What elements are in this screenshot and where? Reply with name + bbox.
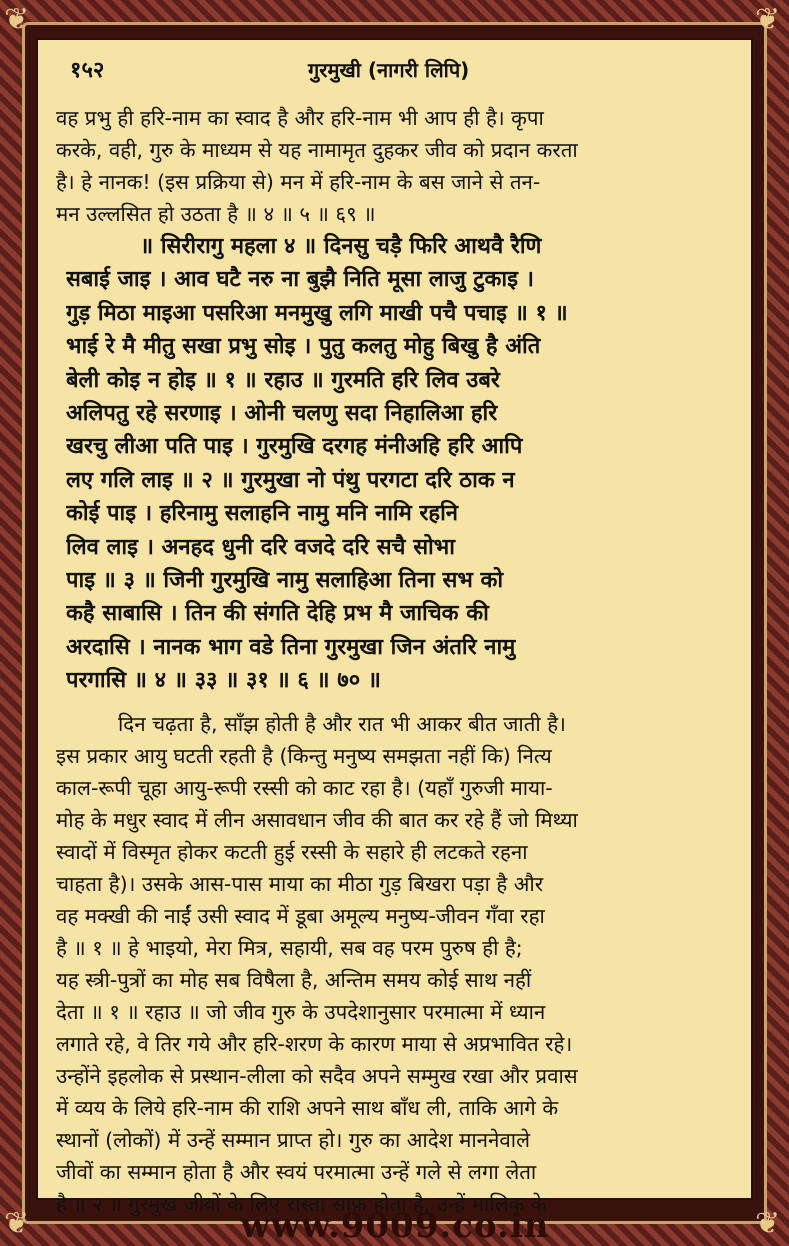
verse-line: भाई रे मै मीतु सखा प्रभु सोइ । पुतु कलतु मोहु बिखु है अंति xyxy=(66,334,541,360)
commentary-line: लगाते रहे, वे तिर गये और हरि-शरण के कारण माया से अप्रभावित रहे। xyxy=(56,1032,573,1056)
corner-flourish-top-left: ❦ xyxy=(4,2,30,37)
verse-block xyxy=(66,230,736,698)
intro-paragraph xyxy=(56,102,738,230)
verse-line: कोई पाइ । हरिनामु सलाहनि नामु मनि नामि रहनि xyxy=(66,501,459,527)
commentary-line: वह मक्खी की नाईं उसी स्वाद में डूबा अमूल्य मनुष्य-जीवन गँवा रहा xyxy=(56,904,545,928)
verse-line: परगासि ॥ ४ ॥ ३३ ॥ ३१ ॥ ६ ॥ ७० ॥ xyxy=(66,668,381,694)
corner-flourish-bottom-right: ❦ xyxy=(755,1206,781,1241)
commentary-line: जीवों का सम्मान होता है और स्वयं परमात्मा उन्हें गले से लगा लेता xyxy=(56,1160,537,1184)
intro-line: मन उल्लसित हो उठता है ॥ ४ ॥ ५ ॥ ६९ ॥ xyxy=(56,202,376,226)
intro-line: वह प्रभु ही हरि-नाम का स्वाद है और हरि-नाम भी आप ही है। कृपा xyxy=(56,106,544,130)
intro-line: करके, वही, गुरु के माध्यम से यह नामामृत दुहकर जीव को प्रदान करता xyxy=(56,138,578,162)
verse-line: खरचु लीआ पति पाइ । गुरमुखि दरगह मंनीअहि हरि आपि xyxy=(66,434,523,460)
commentary-line: उन्होंने इहलोक से प्रस्थान-लीला को सदैव अपने सम्मुख रखा और प्रवास xyxy=(56,1064,578,1088)
verse-line: गुड़ मिठा माइआ पसरिआ मनमुखु लगि माखी पचै पचाइ ॥ १ ॥ xyxy=(66,300,568,326)
verse-line: सबाई जाइ । आव घटै नरु ना बुझै निति मूसा लाजु टुकाइ । xyxy=(66,267,534,293)
corner-flourish-top-right: ❦ xyxy=(755,2,781,37)
page-header xyxy=(38,46,751,86)
commentary-line: इस प्रकार आयु घटती रहती है (किन्तु मनुष्य समझता नहीं कि) नित्य xyxy=(56,744,552,768)
corner-flourish-bottom-left: ❦ xyxy=(4,1206,30,1241)
verse-line: लए गलि लाइ ॥ २ ॥ गुरमुखा नो पंथु परगटा दरि ठाक न xyxy=(66,467,515,493)
commentary-line: यह स्त्री-पुत्रों का मोह सब विषैला है, अन्तिम समय कोई साथ नहीं xyxy=(56,968,532,992)
commentary-line: काल-रूपी चूहा आयु-रूपी रस्सी को काट रहा है। (यहाँ गुरुजी माया- xyxy=(56,776,553,800)
verse-line: अलिपतु रहे सरणाइ । ओनी चलणु सदा निहालिआ हरि xyxy=(66,401,498,427)
verse-line: पाइ ॥ ३ ॥ जिनी गुरमुखि नामु सलाहिआ तिना सभ को xyxy=(66,568,504,594)
verse-line: बेली कोइ न होइ ॥ १ ॥ रहाउ ॥ गुरमति हरि लिव उबरे xyxy=(66,367,500,393)
commentary-line: स्थानों (लोकों) में उन्हें सम्मान प्राप्त हो। गुरु का आदेश माननेवाले xyxy=(56,1128,531,1152)
commentary-line: है ॥ २ ॥ गुरमुख जीवों के लिए रास्ता साफ़ होता है, उन्हें मालिक के xyxy=(56,1192,547,1216)
verse-line: अरदासि । नानक भाग वडे तिना गुरमुखा जिन अंतरि नामु xyxy=(66,634,516,660)
commentary-line: में व्यय के लिये हरि-नाम की राशि अपने साथ बाँध ली, ताकि आगे के xyxy=(56,1096,559,1120)
page-number: १५२ xyxy=(70,58,105,83)
book-page xyxy=(36,38,753,1216)
verse-line: ॥ सिरीरागु महला ४ ॥ दिनसु चड़ै फिरि आथवै रैणि xyxy=(140,234,542,259)
commentary-line: मोह के मधुर स्वाद में लीन असावधान जीव की बात कर रहे हैं जो मिथ्या xyxy=(56,808,578,832)
commentary-line: दिन चढ़ता है, साँझ होती है और रात भी आकर बीत जाती है। xyxy=(118,712,566,736)
commentary-paragraph xyxy=(56,708,738,1220)
intro-line: है। हे नानक! (इस प्रक्रिया से) मन में हरि-नाम के बस जाने से तन- xyxy=(56,170,541,194)
commentary-line: है ॥ १ ॥ हे भाइयो, मेरा मित्र, सहायी, सब वह परम पुरुष ही है; xyxy=(56,936,523,960)
verse-line: कहै साबासि । तिन की संगति देहि प्रभ मै जाचिक की xyxy=(66,601,489,627)
running-title: गुरमुखी (नागरी लिपि) xyxy=(308,58,470,82)
footer-url: www.9009.co.in xyxy=(240,1206,550,1246)
commentary-line: चाहता है)। उसके आस-पास माया का मीठा गुड़ बिखरा पड़ा है और xyxy=(56,872,544,896)
commentary-line: स्वादों में विस्मृत होकर कटती हुई रस्सी के सहारे ही लटकते रहना xyxy=(56,840,528,864)
commentary-line: देता ॥ १ ॥ रहाउ ॥ जो जीव गुरु के उपदेशानुसार परमात्मा में ध्यान xyxy=(56,1000,546,1024)
verse-line: लिव लाइ । अनहद धुनी दरि वजदे दरि सचै सोभा xyxy=(66,534,455,560)
